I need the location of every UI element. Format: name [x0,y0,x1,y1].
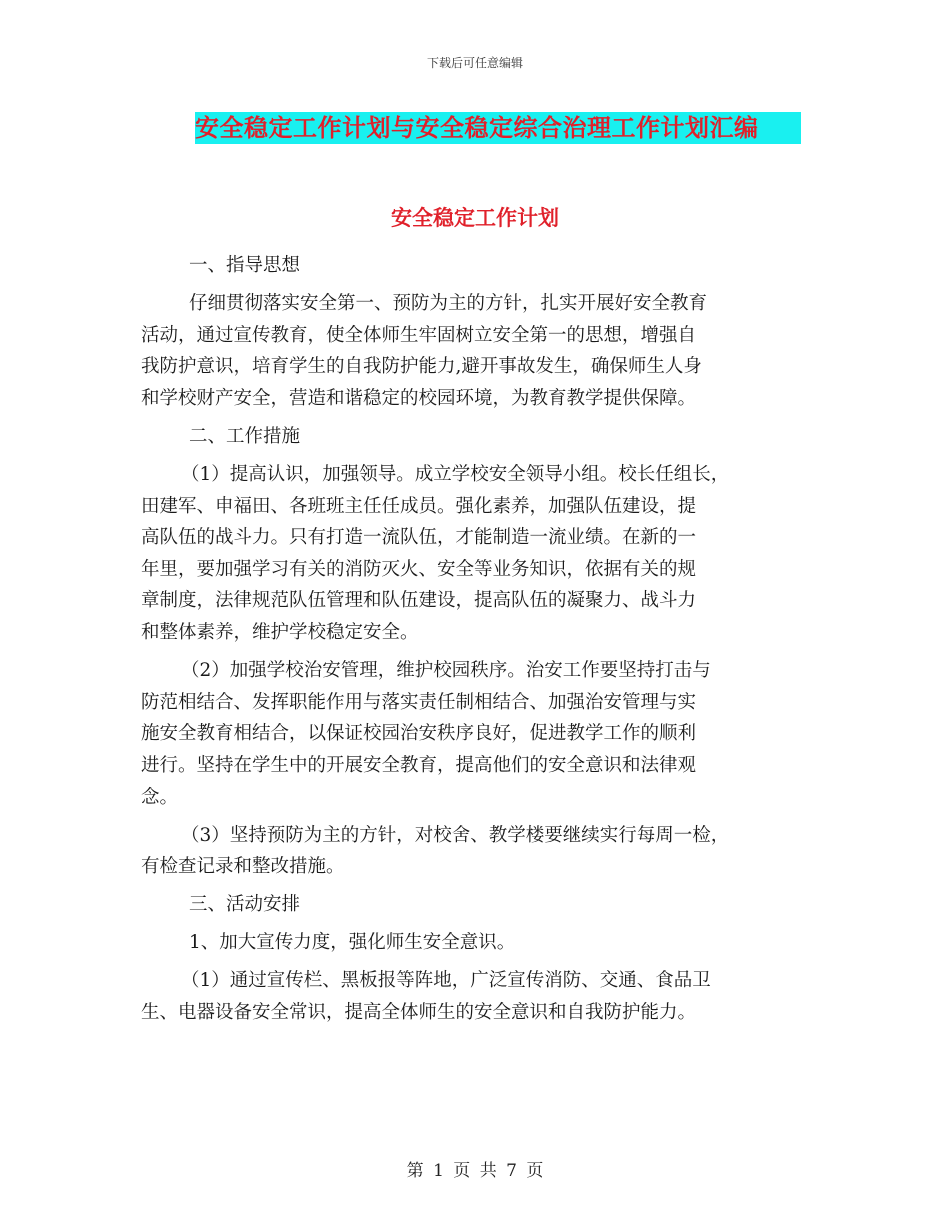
paragraph-line: 和整体素养，维护学校稳定安全。 [141,622,419,644]
paragraph-line: （3）坚持预防为主的方针，对校舍、教学楼要继续实行每周一检， [181,824,730,846]
section-heading: 一、指导思想 [189,255,301,276]
paragraph-line: （2）加强学校治安管理，维护校园秩序。治安工作要坚持打击与 [181,660,711,682]
paragraph [141,459,821,649]
paragraph [141,820,821,883]
header-note: 下载后可任意编辑 [426,56,523,70]
section-heading: 二、工作措施 [189,425,301,447]
paragraph-line: 防范相结合、发挥职能作用与落实责任制相结合、加强治安管理与实 [141,691,697,713]
paragraph-line: 活动，通过宣传教育，使全体师生牢固树立安全第一的思想，增强自 [141,324,697,346]
paragraph [141,965,821,1028]
paragraph-line: 施安全教育相结合，以保证校园治安秩序良好，促进教学工作的顺利 [141,723,697,745]
paragraph-line: 年里，要加强学习有关的消防灭火、安全等业务知识，依据有关的规 [141,558,697,580]
main-title: 安全稳定工作计划与安全稳定综合治理工作计划汇编 [195,112,801,144]
paragraph-line: 念。 [141,786,179,808]
document-body [141,250,821,1029]
paragraph-line: （1）提高认识，加强领导。成立学校安全领导小组。校长任组长， [181,464,730,486]
paragraph-line: 田建军、申福田、各班班主任任成员。强化素养，加强队伍建设，提 [141,495,697,517]
paragraph-line: 进行。坚持在学生中的开展安全教育，提高他们的安全意识和法律观 [141,754,697,776]
paragraph [141,655,821,813]
section-heading: 三、活动安排 [189,894,301,916]
paragraph-line: 高队伍的战斗力。只有打造一流队伍，才能制造一流业绩。在新的一 [141,527,697,549]
paragraph-line: （1）通过宣传栏、黑板报等阵地，广泛宣传消防、交通、食品卫 [181,970,711,992]
paragraph-line: 我防护意识，培育学生的自我防护能力,避开事故发生，确保师生人身 [141,356,702,378]
paragraph [141,288,821,414]
paragraph-line: 仔细贯彻落实安全第一、预防为主的方针，扎实开展好安全教育 [189,293,708,315]
sub-title: 安全稳定工作计划 [391,206,559,230]
list-item: 1、加大宣传力度，强化师生安全意识。 [189,932,516,954]
paragraph-line: 和学校财产安全，营造和谐稳定的校园环境，为教育教学提供保障。 [141,387,697,409]
paragraph-line: 生、电器设备安全常识，提高全体师生的安全意识和自我防护能力。 [141,1002,697,1024]
paragraph-line: 有检查记录和整改措施。 [141,856,345,878]
page-footer: 第 1 页 共 7 页 [406,1161,544,1181]
paragraph-line: 章制度，法律规范队伍管理和队伍建设，提高队伍的凝聚力、战斗力 [141,590,697,612]
